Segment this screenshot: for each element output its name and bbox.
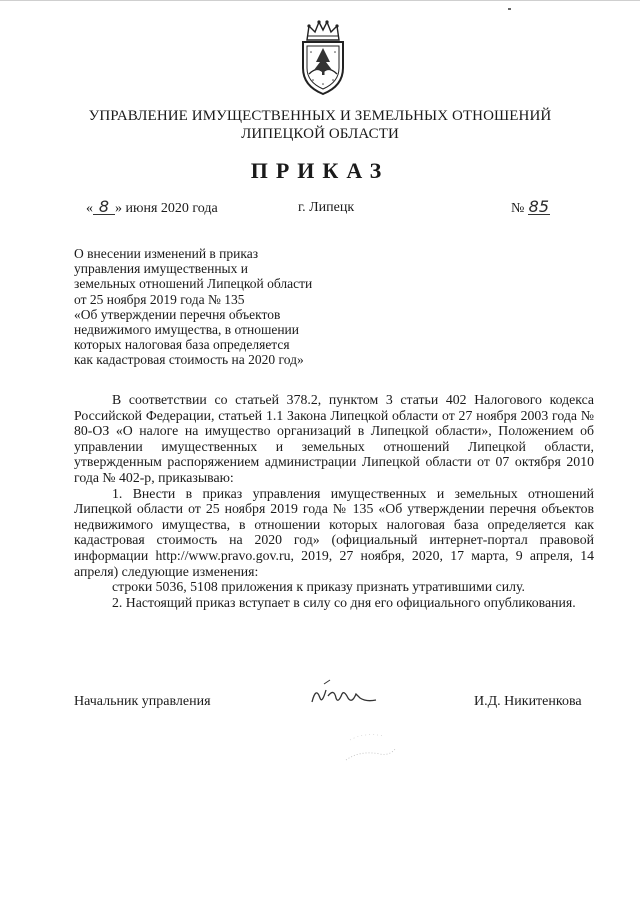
- scan-artifact: [508, 8, 511, 10]
- item-1-paragraph: 1. Внести в приказ управления имущественных и земельных отношений Липецкой области от 25 ноября 2019 года № 135 «Об утверждении перечня объектов недвижимого имущества, в отношении которых налоговая база определяется как кадастровая стоимость на 2020 год» (официальный интернет-портал правовой информации http://www.pravo.gov.ru, 2019, 27 ноября, 2020, 17 марта, 9 апреля, 14 апреля) следующие изменения:: [74, 485, 594, 579]
- date-open-quote: «: [86, 201, 93, 216]
- number-handwritten: 85: [528, 197, 550, 216]
- number-prefix: №: [511, 201, 525, 216]
- date-rest: » июня 2020 года: [115, 201, 218, 216]
- handwritten-signature-icon: [306, 676, 382, 716]
- item-2-paragraph: 2. Настоящий приказ вступает в силу со дня его официального опубликования.: [112, 594, 576, 610]
- organization-name-line1: УПРАВЛЕНИЕ ИМУЩЕСТВЕННЫХ И ЗЕМЕЛЬНЫХ ОТНОШЕНИЙ: [88, 108, 552, 124]
- page-edge: [0, 0, 640, 1]
- subject-line: от 25 ноября 2019 года № 135: [74, 291, 245, 307]
- signatory-position: Начальник управления: [74, 694, 211, 709]
- signatory-name: И.Д. Никитенкова: [474, 694, 582, 709]
- order-number: [511, 197, 550, 217]
- order-date: [86, 197, 218, 217]
- order-subject: [74, 246, 374, 368]
- organization-name-line2: ЛИПЕЦКОЙ ОБЛАСТИ: [241, 126, 399, 142]
- stamp-smudge: [340, 720, 400, 770]
- document-title: ПРИКАЗ: [250, 158, 390, 183]
- subject-line: как кадастровая стоимость на 2020 год»: [74, 352, 304, 368]
- item-1-sub-paragraph: строки 5036, 5108 приложения к приказу признать утратившими силу.: [112, 579, 525, 595]
- subject-line: управления имущественных и: [74, 261, 248, 277]
- subject-line: О внесении изменений в приказ: [74, 246, 259, 261]
- date-day-handwritten: 8: [93, 200, 115, 215]
- order-city: г. Липецк: [298, 200, 355, 215]
- preamble-paragraph: В соответствии со статьей 378.2, пунктом 3 статьи 402 Налогового кодекса Российской Федерации, статьей 1.1 Закона Липецкой области от 27 ноября 2003 года № 80-ОЗ «О налоге на имущество организаций в Липецкой области», Положением об управлении имущественных и земельных отношений Липецкой области, утвержденным распоряжением администрации Липецкой области от 07 октября 2010 года № 402-р, приказываю:: [74, 392, 594, 485]
- subject-line: которых налоговая база определяется: [74, 337, 290, 353]
- coat-of-arms-icon: [297, 18, 349, 96]
- subject-line: недвижимого имущества, в отношении: [74, 322, 300, 338]
- subject-line: «Об утверждении перечня объектов: [74, 306, 281, 322]
- order-body: [74, 392, 594, 610]
- subject-line: земельных отношений Липецкой области: [74, 276, 313, 292]
